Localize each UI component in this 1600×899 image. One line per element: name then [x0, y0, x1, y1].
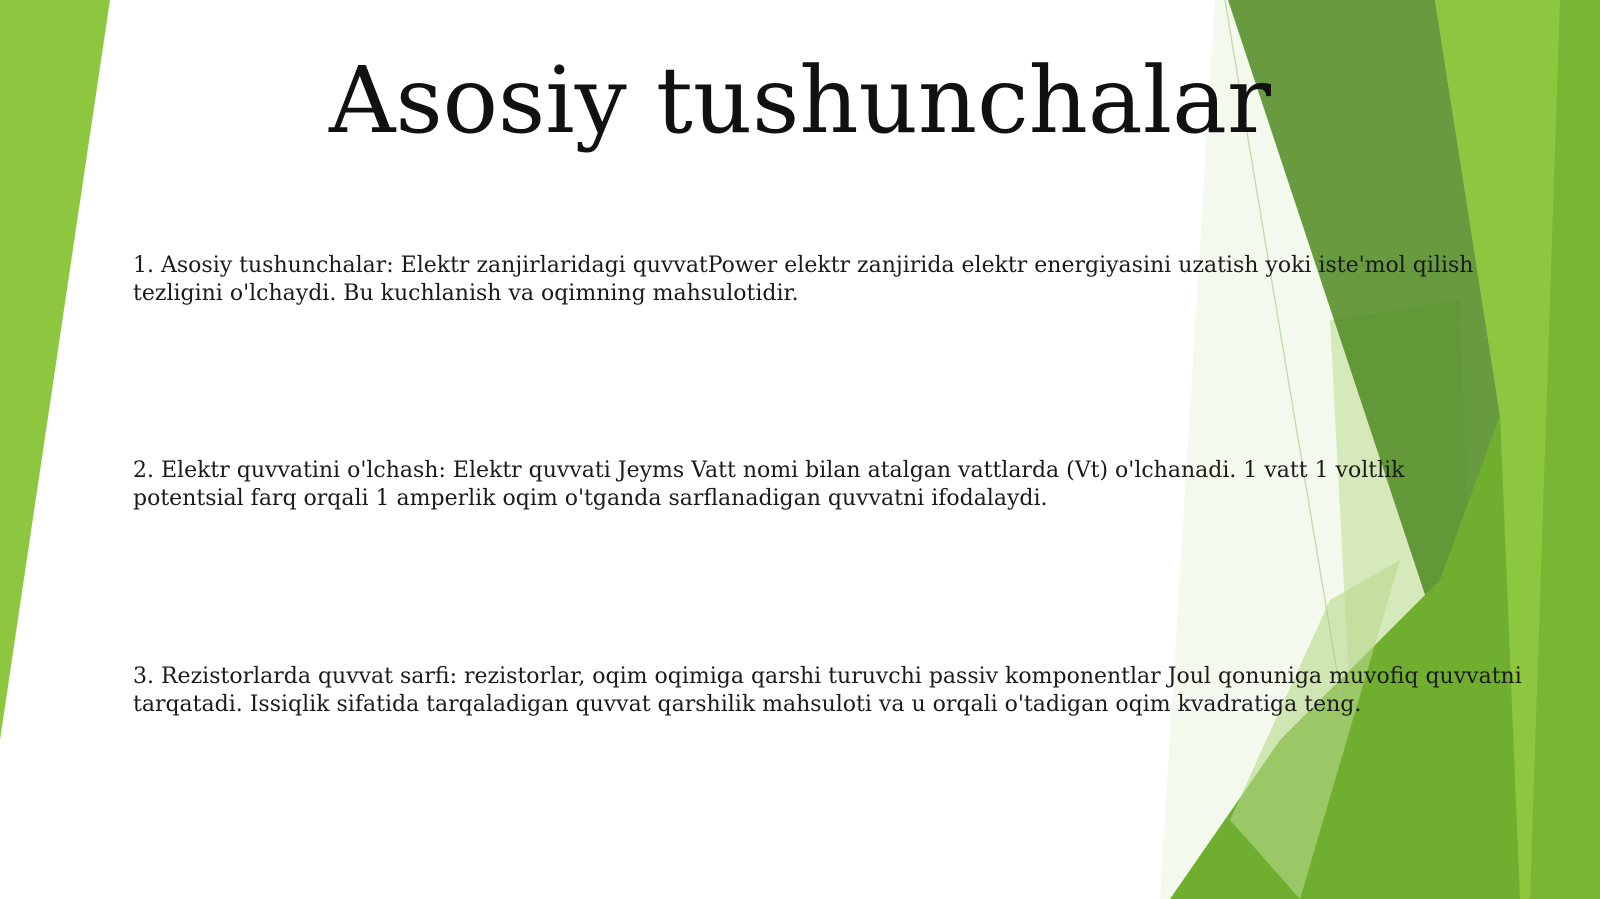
slide-title: Asosiy tushunchalar [329, 47, 1271, 154]
point-3-text: 3. Rezistorlarda quvvat sarfi: rezistorlar, oqim oqimiga qarshi turuvchi passiv komponentlar Joul qonuniga muvofiq quvvatni tarqatadi. Issiqlik sifatida tarqaladigan quvvat qarshilik mahsuloti va u orqali o'tadigan oqim kvadratiga teng. [133, 664, 1522, 717]
point-1-text: 1. Asosiy tushunchalar: Elektr zanjirlaridagi quvvatPower elektr zanjirida elektr energiyasini uzatish yoki iste'mol qilish tezligini o'lchaydi. Bu kuchlanish va oqimning mahsulotidir. [133, 253, 1474, 306]
point-2-text: 2. Elektr quvvatini o'lchash: Elektr quvvati Jeyms Vatt nomi bilan atalgan vattlarda (Vt) o'lchanadi. 1 vatt 1 voltlik potentsial farq orqali 1 amperlik oqim o'tganda sarflanadigan quvvatni ifodalaydi. [133, 458, 1405, 511]
